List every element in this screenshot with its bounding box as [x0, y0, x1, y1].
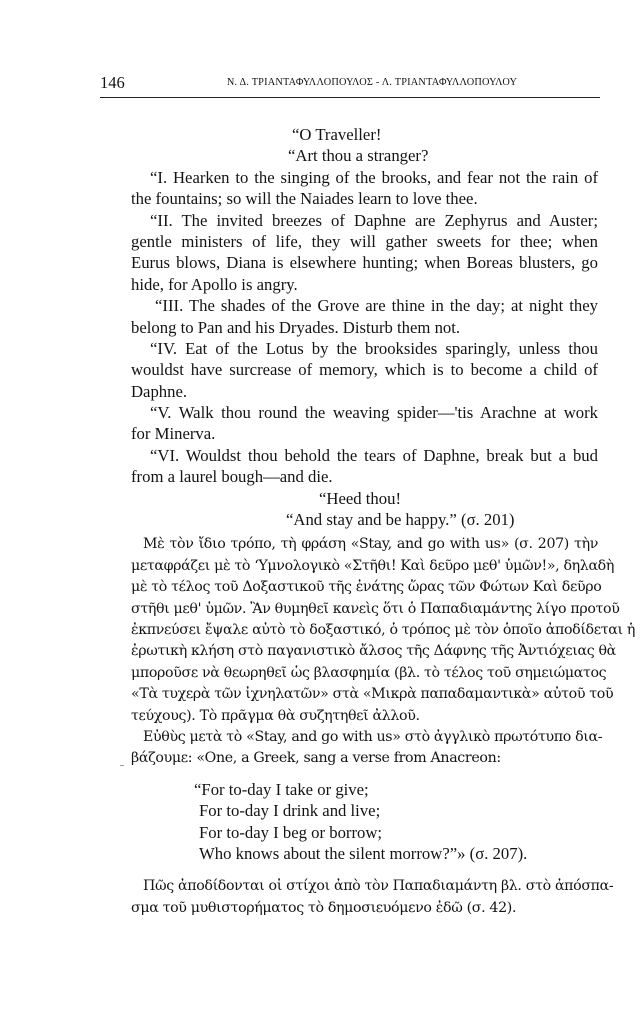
text-line: “Art thou a stranger?	[288, 146, 429, 166]
text-line: “IV. Eat of the Lotus by the brooksides sparingly, unless thou	[150, 338, 598, 358]
text-line: from a laurel bough—and die.	[131, 467, 333, 487]
verse-line: Who knows about the silent morrow?”» (σ. 207).	[199, 843, 528, 863]
text-line: Μὲ τὸν ἴδιο τρόπο, τὴ φράση «Stay, and go with us» (σ. 207) τὴν	[143, 536, 598, 553]
text-line: σμα τοῦ μυθιστορήματος τὸ δημοσιευόμενο ἐδῶ (σ. 42).	[131, 899, 517, 916]
text-line: Εὐθὺς μετὰ τὸ «Stay, and go with us» στὸ ἀγγλικὸ πρωτότυπο δια-	[143, 728, 603, 745]
text-line: “O Traveller!	[292, 125, 382, 144]
verse-line: For to-day I drink and live;	[199, 801, 381, 821]
verse-line: “For to-day I take or give;	[194, 779, 369, 799]
running-head: Ν. Δ. ΤΡΙΑΝΤΑΦΥΛΛΟΠΟΥΛΟΣ - Λ. ΤΡΙΑΝΤΑΦΥΛΛΟΠΟΥΛΟΥ	[226, 77, 518, 88]
text-line: στῆθι μεθ' ὑμῶν. Ἂν θυμηθεῖ κανεὶς ὅτι ὁ Παπαδιαμάντης λίγο προτοῦ	[131, 600, 620, 617]
text-line: “II. The invited breezes of Daphne are Zephyrus and Auster;	[150, 210, 598, 230]
text-line: the fountains; so will the Naiades learn to love thee.	[131, 189, 478, 209]
page-header	[100, 71, 600, 98]
text-line: «Τὰ τυχερὰ τῶν ἰχνηλατῶν» στὰ «Μικρὰ παπαδαμαντικὰ» αὐτοῦ τοῦ	[131, 686, 614, 703]
text-line: “III. The shades of the Grove are thine in the day; at night they	[155, 296, 598, 316]
text-line: wouldst have surcrease of memory, which is to become a child of	[131, 360, 598, 380]
page-number: 146	[100, 73, 125, 92]
text-line: μεταφράζει μὲ τὸ ‘Υμνολογικὸ «Στῆθι! Καὶ δεῦρο μεθ' ὑμῶν!», δηλαδὴ	[131, 557, 615, 574]
text-line: ἐρωτικὴ κλήση στὸ παγανιστικὸ ἄλσος τῆς Δάφνης τῆς Ἀντιόχειας θὰ	[131, 643, 616, 660]
text-line: “VI. Wouldst thou behold the tears of Daphne, break but a bud	[150, 445, 598, 465]
text-line: “Heed thou!	[319, 488, 402, 508]
text-line: ἐκπνεύσει ἔψαλε αὐτὸ τὸ δοξαστικό, ὁ τρόπος μὲ τὸν ὁποῖο ἀποδίδεται ἡ	[131, 621, 635, 638]
text-line: belong to Pan and his Dryades. Disturb them not.	[131, 317, 461, 337]
text-line: hide, for Apollo is angry.	[131, 274, 298, 294]
text-line: “V. Walk thou round the weaving spider—'tis Arachne at work	[150, 403, 598, 423]
margin-mark	[120, 765, 124, 766]
text-line: μποροῦσε νὰ θεωρηθεῖ ὡς βλασφημία (βλ. τὸ τέλος τοῦ σημειώματος	[131, 664, 607, 681]
text-line: for Minerva.	[131, 424, 216, 444]
text-line: τεύχους). Τὸ πρᾶγμα θὰ συζητηθεῖ ἀλλοῦ.	[131, 707, 420, 724]
text-line: Daphne.	[131, 381, 188, 401]
verse-quote	[131, 770, 598, 875]
text-line: “I. Hearken to the singing of the brooks, and fear not the rain of	[150, 167, 598, 187]
text-line: “And stay and be happy.” (σ. 201)	[286, 510, 515, 530]
body-text	[131, 124, 635, 919]
text-line: gentle ministers of life, they will gather sweets for thee; when	[131, 231, 598, 251]
text-line: βάζουμε: «One, a Greek, sang a verse from Anacreon:	[131, 750, 501, 767]
verse-line: For to-day I beg or borrow;	[199, 822, 383, 842]
text-line: Eurus blows, Diana is elsewhere hunting; when Boreas blusters, go	[131, 253, 598, 273]
text-line: μὲ τὸ τέλος τοῦ Δοξαστικοῦ τῆς ἐνάτης ὥρας τῶν Φώτων Καὶ δεῦρο	[131, 579, 602, 596]
text-line: Πῶς ἀποδίδονται οἱ στίχοι ἀπὸ τὸν Παπαδιαμάντη βλ. στὸ ἀπόσπα-	[143, 878, 614, 895]
